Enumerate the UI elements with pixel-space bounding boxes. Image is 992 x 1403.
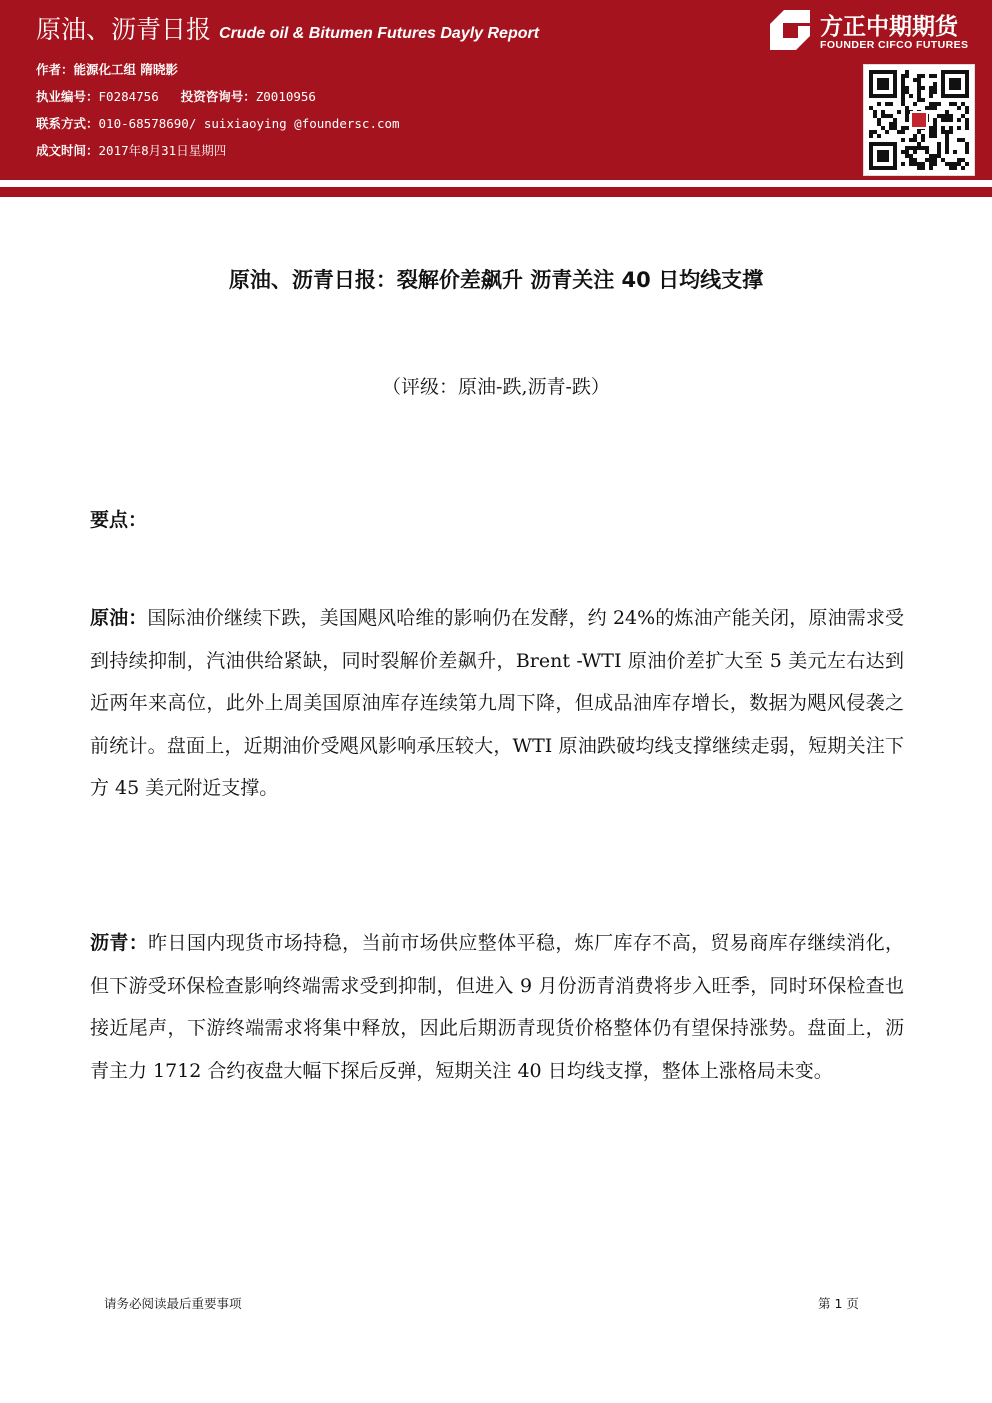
contact-info: 010-68578690/ suixiaoying @foundersc.com [98, 116, 400, 131]
crude-oil-label: 原油： [90, 607, 148, 629]
author-label: 作者： [36, 62, 74, 77]
footer-notice: 请务必阅读最后重要事项 [104, 1296, 242, 1311]
bitumen-text: 昨日国内现货市场持稳，当前市场供应整体平稳，炼厂库存不高，贸易商库存继续消化，但下游受环保检查影响终端需求受到抑制，但进入 9 月份沥青消费将步入旺季，同时环保检查也接近尾声，下游终端需求将集中释放，因此后期沥青现货价格整体仍有望保持涨势。盘面上，沥青主力 1712 合约夜盘大幅下探后反弹，短期关注 40 日均线支撑，整体上涨格局未变。 [90, 932, 904, 1082]
page-number: 第 1 页 [818, 1296, 859, 1311]
author-name: 能源化工组 隋晓影 [73, 62, 178, 77]
crude-oil-paragraph [90, 597, 904, 810]
logo-mark-icon [770, 10, 810, 50]
bitumen-paragraph [90, 922, 904, 1092]
document-title: 原油、沥青日报：裂解价差飙升 沥青关注 40 日均线支撑 [228, 268, 764, 292]
bitumen-label: 沥青： [90, 932, 149, 954]
license-number: F0284756 [98, 89, 159, 104]
company-logo [770, 8, 984, 54]
crude-oil-text: 国际油价继续下跌，美国飓风哈维的影响仍在发酵，约 24%的炼油产能关闭，原油需求受到持续抑制，汽油供给紧缺，同时裂解价差飙升，Brent -WTI 原油价差扩大至 5 美元左右达到近两年来高位，此外上周美国原油库存连续第九周下降，但成品油库存增长，数据为飓风侵袭之前统计。盘面上，近期油价受飓风影响承压较大，WTI 原油跌破均线支撑继续走弱，短期关注下方 45 美元附近支撑。 [90, 607, 904, 799]
logo-text-cn: 方正中期期货 [820, 14, 958, 40]
qr-code-icon [863, 64, 975, 176]
rating-line: （评级：原油-跌,沥青-跌） [382, 376, 610, 398]
header-divider [0, 187, 992, 197]
key-points-heading: 要点： [90, 509, 148, 531]
report-title-en: Crude oil & Bitumen Futures Dayly Report [219, 25, 540, 42]
author-info [36, 56, 400, 164]
consult-label: 投资咨询号： [180, 89, 256, 104]
report-title-cn: 原油、沥青日报 [36, 15, 212, 44]
report-title-banner [36, 10, 539, 46]
report-header [0, 0, 992, 180]
contact-label: 联系方式： [36, 116, 99, 131]
logo-text-en: FOUNDER CIFCO FUTURES [820, 39, 969, 51]
license-label: 执业编号： [36, 89, 99, 104]
report-date: 2017年8月31日星期四 [98, 143, 227, 158]
date-label: 成文时间： [36, 143, 99, 158]
consult-number: Z0010956 [255, 89, 316, 104]
